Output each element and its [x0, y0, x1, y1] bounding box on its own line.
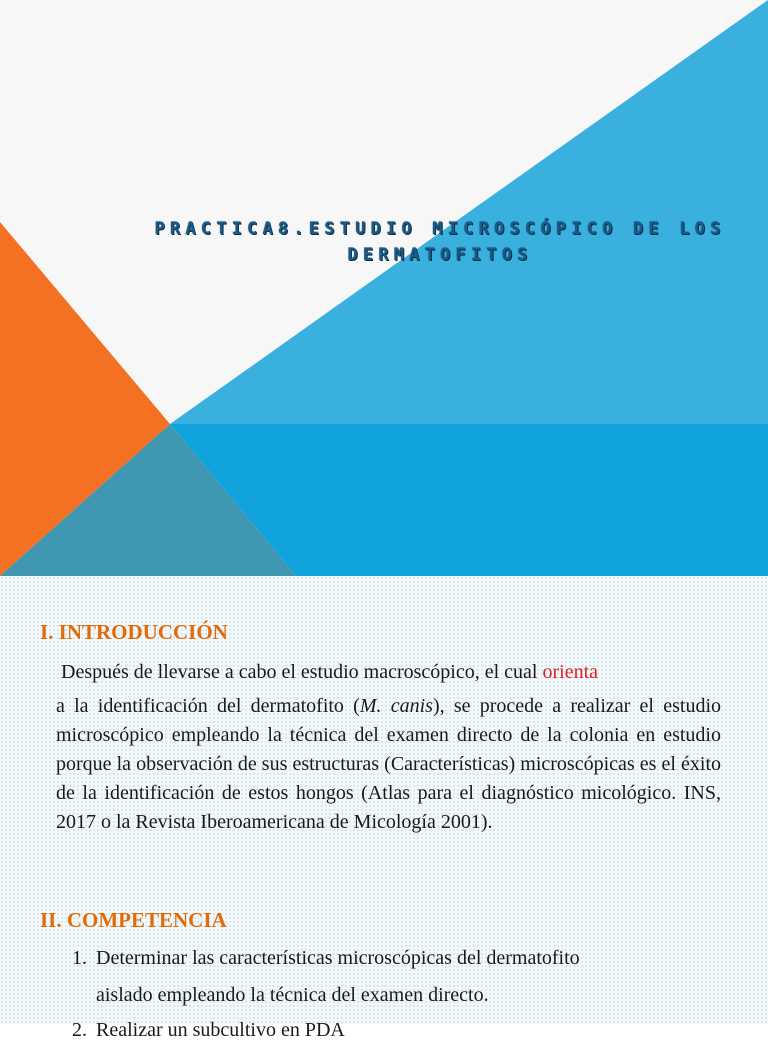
title-line-2: DERMATOFITOS	[347, 245, 533, 265]
item-number: 2.	[72, 1019, 87, 1041]
slide-title	[150, 216, 730, 268]
competence-item	[72, 940, 732, 1014]
content-slide	[0, 576, 768, 1041]
intro-text-after: ), se procede a realizar el estudio microscópico empleando la técnica del examen directo de la colonia en estudio porque la observación de sus estructuras (Características) microscópicas es el éxito de la identificación de estos hongos (Atlas para el diagnóstico micológico. INS, 2017 o la Revista Iberoamericana de Micología 2001).	[56, 695, 721, 833]
item-text-line1: Realizar un subcultivo en PDA	[96, 1019, 345, 1041]
intro-heading: I. INTRODUCCIÓN	[40, 620, 228, 644]
item-text-line2: aislado empleando la técnica del examen directo.	[96, 984, 489, 1006]
competence-item	[72, 1012, 732, 1049]
intro-line1-text: Después de llevarse a cabo el estudio macroscópico, el cual	[61, 661, 543, 683]
item-number: 1.	[72, 947, 87, 969]
competence-heading: II. COMPETENCIA	[40, 908, 227, 932]
intro-paragraph	[56, 692, 721, 837]
intro-first-line	[61, 658, 598, 687]
light-blue-triangle	[170, 0, 768, 424]
intro-text-before: a la identificación del dermatofito (	[56, 695, 360, 717]
species-name: M. canis	[359, 695, 433, 717]
item-text-line1: Determinar las características microscópicas del dermatofito	[96, 947, 580, 969]
intro-highlight-word: orienta	[542, 661, 599, 683]
title-line-1: PRACTICA8.ESTUDIO MICROSCÓPICO DE LOS	[154, 219, 726, 239]
